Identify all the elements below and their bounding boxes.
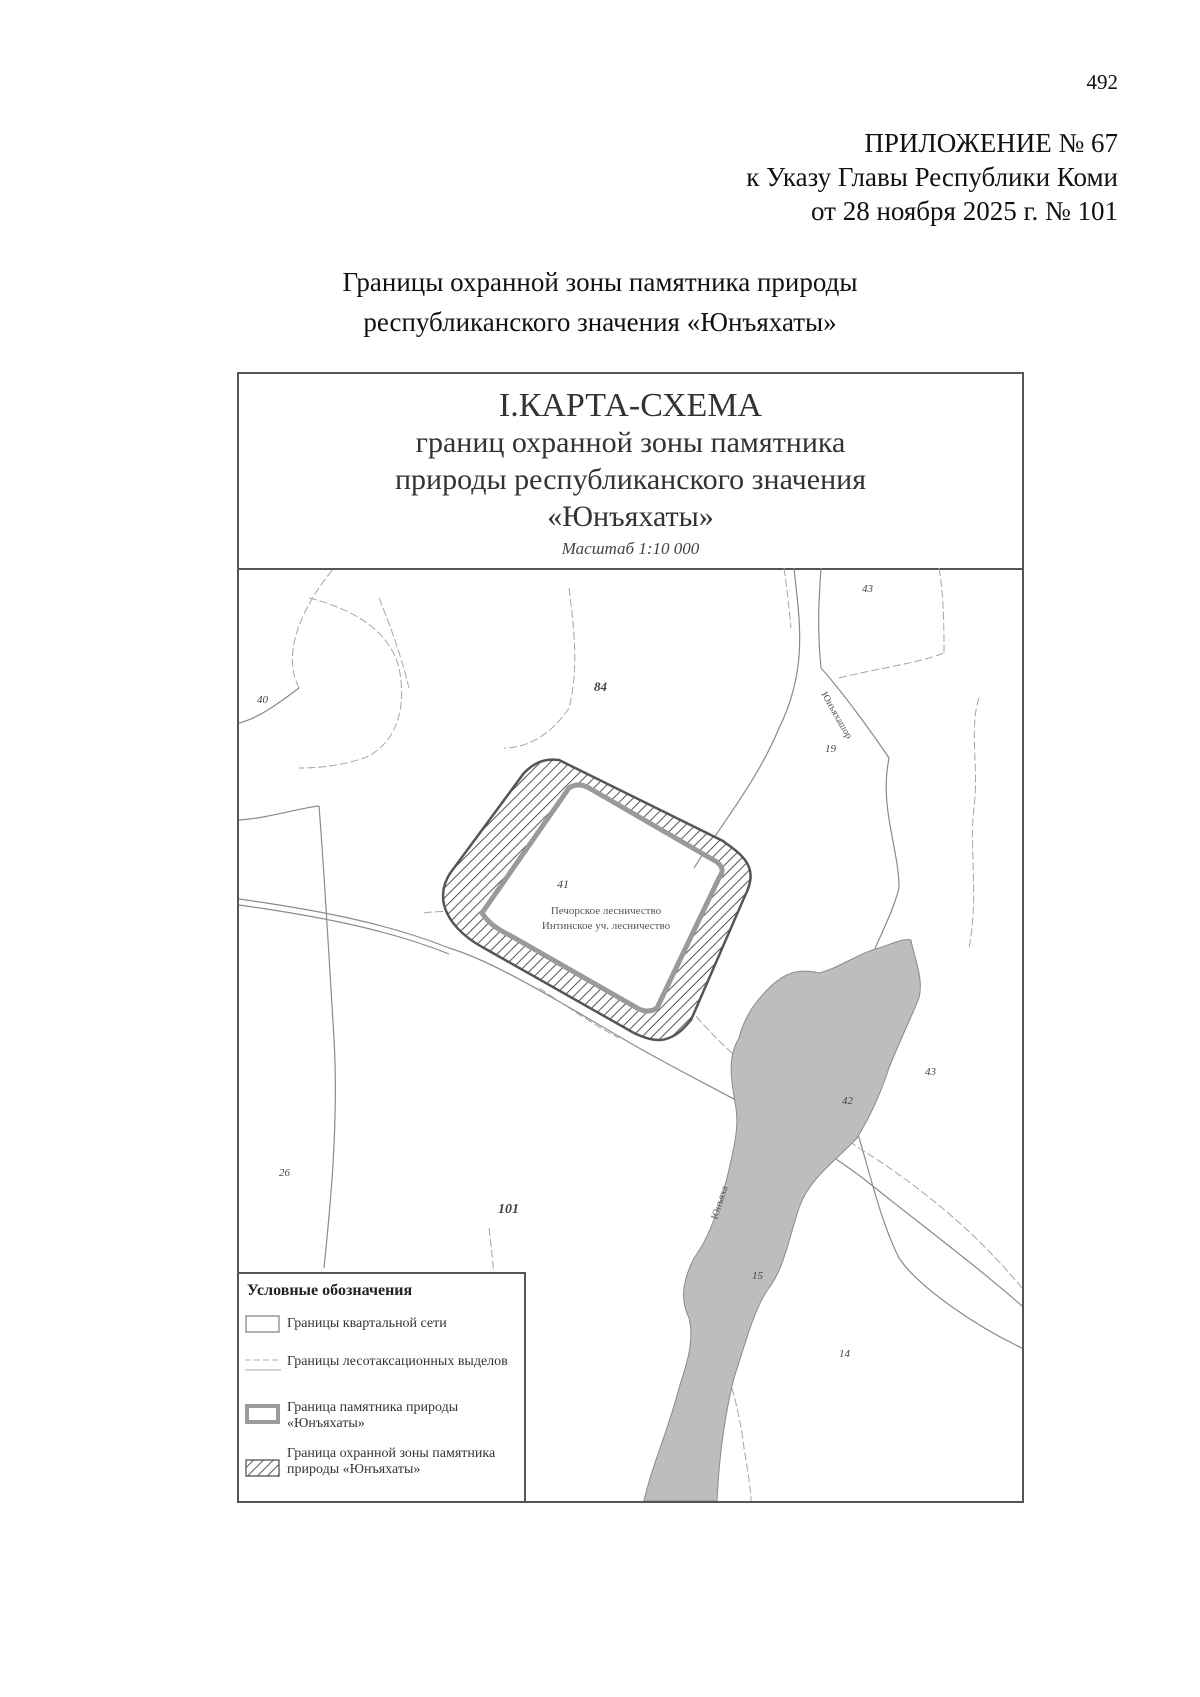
- legend-item-quarter-grid: [245, 1314, 515, 1336]
- grid-line: [239, 806, 319, 820]
- compartment-line: [839, 653, 944, 678]
- document-title: [0, 262, 1200, 342]
- quarter-label-14: 14: [839, 1348, 850, 1360]
- legend-symbol-monument: [245, 1404, 281, 1424]
- river-label-tributary: Юнъяхашор: [818, 690, 855, 741]
- legend-item-protection-zone: [245, 1446, 515, 1498]
- compartment-line: [292, 568, 334, 688]
- appendix-line-2: к Указу Главы Республики Коми: [746, 162, 1118, 192]
- quarter-label-43-right: 43: [925, 1066, 936, 1078]
- quarter-label-15: 15: [752, 1270, 763, 1282]
- appendix-block: [746, 126, 1118, 228]
- map-scale: Масштаб 1:10 000: [561, 539, 700, 558]
- compartment-line: [379, 598, 409, 688]
- quarter-label-42: 42: [842, 1095, 853, 1107]
- appendix-line-3: от 28 ноября 2025 г. № 101: [811, 196, 1118, 226]
- quarter-label-40: 40: [257, 694, 268, 706]
- legend-label: Граница охранной зоны памятника природы «Юнъяхаты»: [287, 1446, 496, 1477]
- page-number: 492: [1086, 70, 1118, 94]
- quarter-label-26: 26: [279, 1167, 290, 1179]
- map-header-line-3: природы республиканского значения: [395, 463, 866, 496]
- river-label-main: Юнъяха: [709, 1184, 731, 1221]
- appendix-line-1: ПРИЛОЖЕНИЕ № 67: [864, 128, 1118, 158]
- legend-symbol-compartments: [245, 1354, 281, 1374]
- quarter-label-43-top: 43: [862, 583, 873, 595]
- map-header: [239, 374, 1022, 570]
- quarter-label-19: 19: [825, 743, 836, 755]
- legend-title: Условные обозначения: [247, 1282, 413, 1299]
- grid-line: [319, 806, 335, 1268]
- map-frame: [237, 372, 1024, 1503]
- grid-line: [694, 568, 800, 868]
- compartment-line: [969, 698, 979, 948]
- map-header-line-2: границ охранной зоны памятника: [415, 426, 846, 459]
- compartment-line: [504, 588, 575, 748]
- compartment-line: [784, 568, 791, 628]
- legend-label: Границы квартальной сети: [287, 1316, 447, 1331]
- grid-line: [239, 688, 299, 723]
- grid-line: [239, 905, 449, 954]
- map-legend: [239, 1272, 526, 1501]
- document-title-line-2: республиканского значения «Юнъяхаты»: [363, 307, 837, 337]
- legend-label: Границы лесотаксационных выделов: [287, 1354, 508, 1369]
- quarter-label-84: 84: [594, 679, 607, 694]
- forestry-label: Печорское лесничество: [550, 905, 662, 917]
- compartment-line: [939, 568, 944, 653]
- legend-label: Граница памятника природы «Юнъяхаты»: [287, 1400, 459, 1431]
- grid-line: [819, 568, 821, 668]
- legend-item-compartments: [245, 1354, 515, 1390]
- legend-symbol-protection-zone: [245, 1458, 281, 1478]
- legend-item-monument: [245, 1400, 515, 1436]
- legend-symbol-quarter-grid: [245, 1314, 281, 1334]
- quarter-label-41: 41: [557, 877, 569, 891]
- map-header-line-4: «Юнъяхаты»: [547, 500, 714, 533]
- map-header-title: I.КАРТА-СХЕМА: [498, 387, 763, 424]
- quarter-label-101: 101: [498, 1202, 519, 1217]
- protection-zone: [443, 760, 751, 1040]
- document-title-line-1: Границы охранной зоны памятника природы: [342, 267, 858, 297]
- compartment-line: [299, 598, 402, 768]
- district-label: Интинское уч. лесничество: [541, 920, 671, 932]
